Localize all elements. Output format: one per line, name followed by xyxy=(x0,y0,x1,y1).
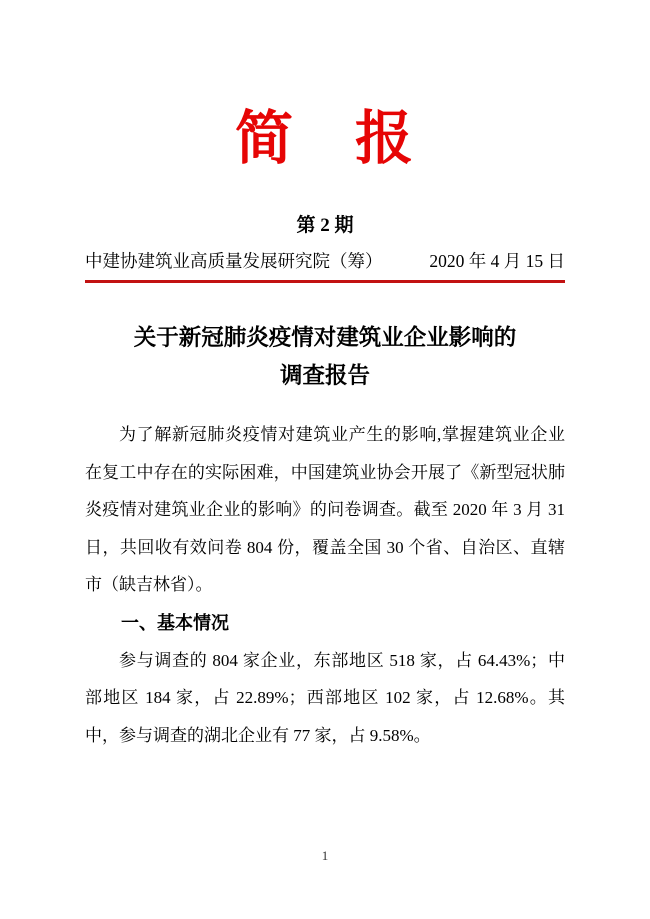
masthead-title: 简 报 xyxy=(234,106,415,171)
issue-number: 第 2 期 xyxy=(296,215,354,236)
report-title xyxy=(85,319,565,395)
publication-date: 2020 年 4 月 15 日 xyxy=(429,251,565,271)
report-title-line-2: 调查报告 xyxy=(279,363,370,388)
publication-line xyxy=(85,249,565,273)
report-title-line-1: 关于新冠肺炎疫情对建筑业企业影响的 xyxy=(133,325,517,350)
intro-paragraph: 为了解新冠肺炎疫情对建筑业产生的影响,掌握建筑业企业在复工中存在的实际困难，中国建筑业协会开展了《新型冠状肺炎疫情对建筑业企业的影响》的问卷调查。截至 2020 年 3 月 31 日，共回收有效问卷 804 份，覆盖全国 30 个省、自治区、直辖市（缺吉林省）。 xyxy=(85,425,565,594)
publisher-name: 中建协建筑业高质量发展研究院（筹） xyxy=(85,251,383,271)
page-number: 1 xyxy=(321,848,329,863)
section-heading-basic-info: 一、基本情况 xyxy=(121,612,229,633)
basic-info-paragraph: 参与调查的 804 家企业，东部地区 518 家，占 64.43%；中部地区 184 家，占 22.89%；西部地区 102 家，占 12.68%。其中，参与调查的湖北企业有 77 家，占 9.58%。 xyxy=(85,650,565,745)
masthead-divider-rule xyxy=(85,280,565,283)
page-footer xyxy=(0,848,650,864)
